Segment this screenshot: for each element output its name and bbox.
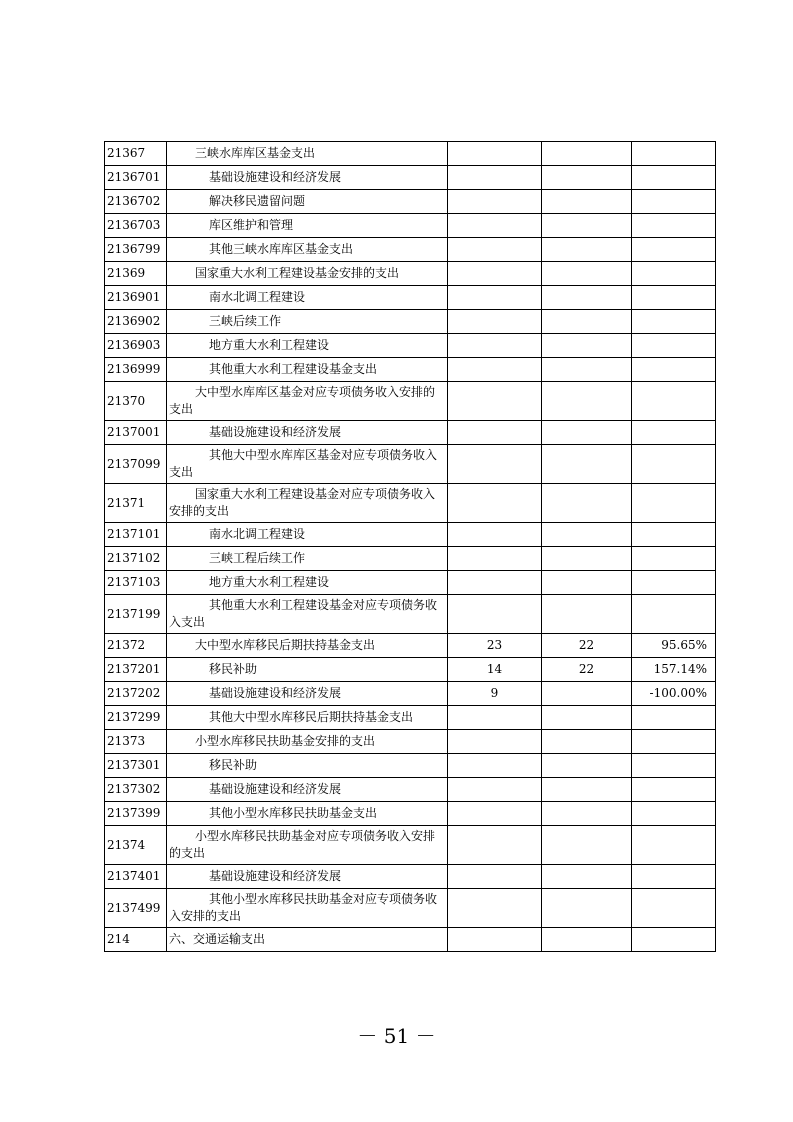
row-percent-cell bbox=[632, 421, 716, 445]
row-name-cell: 其他小型水库移民扶助基金支出 bbox=[167, 802, 448, 826]
table-body bbox=[105, 142, 716, 952]
row-name-cell: 移民补助 bbox=[167, 658, 448, 682]
row-code-cell: 2137201 bbox=[105, 658, 167, 682]
row-value-b-cell bbox=[542, 445, 632, 484]
row-value-b-cell bbox=[542, 682, 632, 706]
row-code-cell: 2136999 bbox=[105, 358, 167, 382]
row-percent-cell: 157.14% bbox=[632, 658, 716, 682]
row-value-a-cell bbox=[448, 865, 542, 889]
row-name-cell: 南水北调工程建设 bbox=[167, 286, 448, 310]
row-value-a-cell bbox=[448, 262, 542, 286]
table-row bbox=[105, 523, 716, 547]
row-percent-cell bbox=[632, 865, 716, 889]
row-percent-cell bbox=[632, 334, 716, 358]
row-name-cell: 国家重大水利工程建设基金安排的支出 bbox=[167, 262, 448, 286]
row-percent-cell bbox=[632, 484, 716, 523]
row-value-b-cell bbox=[542, 523, 632, 547]
row-value-a-cell bbox=[448, 214, 542, 238]
row-code-cell: 2136903 bbox=[105, 334, 167, 358]
table-row bbox=[105, 286, 716, 310]
row-value-b-cell bbox=[542, 142, 632, 166]
row-value-a-cell bbox=[448, 382, 542, 421]
row-name-cell: 基础设施建设和经济发展 bbox=[167, 682, 448, 706]
table-row bbox=[105, 658, 716, 682]
row-code-cell: 21367 bbox=[105, 142, 167, 166]
row-value-a-cell bbox=[448, 421, 542, 445]
row-code-cell: 21374 bbox=[105, 826, 167, 865]
row-value-a-cell bbox=[448, 706, 542, 730]
table-row bbox=[105, 634, 716, 658]
row-code-cell: 21369 bbox=[105, 262, 167, 286]
row-code-cell: 2137103 bbox=[105, 571, 167, 595]
row-percent-cell bbox=[632, 523, 716, 547]
row-percent-cell bbox=[632, 214, 716, 238]
row-value-a-cell bbox=[448, 190, 542, 214]
row-value-a-cell bbox=[448, 889, 542, 928]
row-code-cell: 2137101 bbox=[105, 523, 167, 547]
row-code-cell: 2136901 bbox=[105, 286, 167, 310]
table-row bbox=[105, 928, 716, 952]
table-row bbox=[105, 826, 716, 865]
table-row bbox=[105, 730, 716, 754]
row-value-b-cell bbox=[542, 166, 632, 190]
row-value-a-cell bbox=[448, 445, 542, 484]
row-code-cell: 21371 bbox=[105, 484, 167, 523]
row-value-b-cell bbox=[542, 382, 632, 421]
row-code-cell: 21370 bbox=[105, 382, 167, 421]
row-percent-cell: 95.65% bbox=[632, 634, 716, 658]
row-code-cell: 2137401 bbox=[105, 865, 167, 889]
row-code-cell: 2136701 bbox=[105, 166, 167, 190]
row-value-a-cell bbox=[448, 334, 542, 358]
row-percent-cell bbox=[632, 706, 716, 730]
row-code-cell: 214 bbox=[105, 928, 167, 952]
table-row bbox=[105, 595, 716, 634]
row-value-b-cell bbox=[542, 310, 632, 334]
row-percent-cell bbox=[632, 802, 716, 826]
row-value-a-cell bbox=[448, 754, 542, 778]
row-value-b-cell bbox=[542, 358, 632, 382]
table-row bbox=[105, 358, 716, 382]
row-percent-cell bbox=[632, 262, 716, 286]
row-value-b-cell bbox=[542, 865, 632, 889]
row-percent-cell bbox=[632, 382, 716, 421]
table-row bbox=[105, 889, 716, 928]
row-value-a-cell bbox=[448, 571, 542, 595]
row-value-a-cell bbox=[448, 238, 542, 262]
row-name-cell: 大中型水库移民后期扶持基金支出 bbox=[167, 634, 448, 658]
row-percent-cell: -100.00% bbox=[632, 682, 716, 706]
table-row bbox=[105, 382, 716, 421]
row-name-cell: 基础设施建设和经济发展 bbox=[167, 778, 448, 802]
row-code-cell: 2136702 bbox=[105, 190, 167, 214]
row-percent-cell bbox=[632, 166, 716, 190]
row-value-a-cell bbox=[448, 595, 542, 634]
row-name-cell: 三峡水库库区基金支出 bbox=[167, 142, 448, 166]
row-name-cell: 解决移民遗留问题 bbox=[167, 190, 448, 214]
table-row bbox=[105, 682, 716, 706]
row-value-b-cell bbox=[542, 730, 632, 754]
table-row bbox=[105, 166, 716, 190]
table-row bbox=[105, 547, 716, 571]
row-name-cell: 地方重大水利工程建设 bbox=[167, 571, 448, 595]
table-row bbox=[105, 310, 716, 334]
row-percent-cell bbox=[632, 754, 716, 778]
row-percent-cell bbox=[632, 547, 716, 571]
row-code-cell: 21373 bbox=[105, 730, 167, 754]
row-percent-cell bbox=[632, 778, 716, 802]
row-code-cell: 2137001 bbox=[105, 421, 167, 445]
row-value-b-cell bbox=[542, 262, 632, 286]
row-code-cell: 2137399 bbox=[105, 802, 167, 826]
table-row bbox=[105, 571, 716, 595]
table-row bbox=[105, 142, 716, 166]
row-percent-cell bbox=[632, 238, 716, 262]
row-code-cell: 2137299 bbox=[105, 706, 167, 730]
row-name-cell: 其他大中型水库移民后期扶持基金支出 bbox=[167, 706, 448, 730]
row-name-cell: 小型水库移民扶助基金对应专项债务收入安排的支出 bbox=[167, 826, 448, 865]
row-value-b-cell bbox=[542, 547, 632, 571]
row-value-b-cell: 22 bbox=[542, 658, 632, 682]
table-row bbox=[105, 484, 716, 523]
row-code-cell: 2137301 bbox=[105, 754, 167, 778]
row-name-cell: 地方重大水利工程建设 bbox=[167, 334, 448, 358]
row-code-cell: 2137099 bbox=[105, 445, 167, 484]
row-name-cell: 三峡工程后续工作 bbox=[167, 547, 448, 571]
row-value-b-cell bbox=[542, 484, 632, 523]
row-value-a-cell bbox=[448, 778, 542, 802]
row-value-a-cell bbox=[448, 286, 542, 310]
row-name-cell: 库区维护和管理 bbox=[167, 214, 448, 238]
row-percent-cell bbox=[632, 730, 716, 754]
row-name-cell: 南水北调工程建设 bbox=[167, 523, 448, 547]
row-value-b-cell bbox=[542, 571, 632, 595]
row-value-a-cell: 14 bbox=[448, 658, 542, 682]
row-code-cell: 2137302 bbox=[105, 778, 167, 802]
row-value-a-cell bbox=[448, 802, 542, 826]
row-code-cell: 2137102 bbox=[105, 547, 167, 571]
table-row bbox=[105, 421, 716, 445]
row-value-b-cell bbox=[542, 706, 632, 730]
table-row bbox=[105, 865, 716, 889]
page-number: － 51 － bbox=[357, 1024, 436, 1048]
row-name-cell: 大中型水库库区基金对应专项债务收入安排的支出 bbox=[167, 382, 448, 421]
row-percent-cell bbox=[632, 190, 716, 214]
row-percent-cell bbox=[632, 286, 716, 310]
row-name-cell: 其他小型水库移民扶助基金对应专项债务收入安排的支出 bbox=[167, 889, 448, 928]
row-code-cell: 2137499 bbox=[105, 889, 167, 928]
row-name-cell: 其他三峡水库库区基金支出 bbox=[167, 238, 448, 262]
row-value-a-cell bbox=[448, 166, 542, 190]
row-value-b-cell bbox=[542, 190, 632, 214]
row-name-cell: 基础设施建设和经济发展 bbox=[167, 421, 448, 445]
row-value-a-cell: 23 bbox=[448, 634, 542, 658]
table-row bbox=[105, 334, 716, 358]
row-value-b-cell bbox=[542, 802, 632, 826]
expenditure-table bbox=[104, 141, 716, 952]
row-name-cell: 三峡后续工作 bbox=[167, 310, 448, 334]
row-percent-cell bbox=[632, 358, 716, 382]
row-code-cell: 2137202 bbox=[105, 682, 167, 706]
row-name-cell: 其他重大水利工程建设基金对应专项债务收入支出 bbox=[167, 595, 448, 634]
row-value-b-cell bbox=[542, 754, 632, 778]
row-percent-cell bbox=[632, 142, 716, 166]
row-name-cell: 小型水库移民扶助基金安排的支出 bbox=[167, 730, 448, 754]
row-name-cell: 六、交通运输支出 bbox=[167, 928, 448, 952]
row-name-cell: 其他大中型水库库区基金对应专项债务收入支出 bbox=[167, 445, 448, 484]
table-row bbox=[105, 778, 716, 802]
row-value-a-cell bbox=[448, 484, 542, 523]
row-value-b-cell bbox=[542, 889, 632, 928]
row-code-cell: 2136902 bbox=[105, 310, 167, 334]
row-code-cell: 2136703 bbox=[105, 214, 167, 238]
row-value-a-cell bbox=[448, 826, 542, 865]
row-name-cell: 基础设施建设和经济发展 bbox=[167, 865, 448, 889]
row-value-b-cell: 22 bbox=[542, 634, 632, 658]
row-value-b-cell bbox=[542, 214, 632, 238]
row-value-a-cell bbox=[448, 730, 542, 754]
row-name-cell: 移民补助 bbox=[167, 754, 448, 778]
row-value-b-cell bbox=[542, 238, 632, 262]
row-value-a-cell bbox=[448, 928, 542, 952]
row-value-b-cell bbox=[542, 928, 632, 952]
table-row bbox=[105, 802, 716, 826]
row-name-cell: 国家重大水利工程建设基金对应专项债务收入安排的支出 bbox=[167, 484, 448, 523]
row-value-a-cell bbox=[448, 142, 542, 166]
row-value-b-cell bbox=[542, 778, 632, 802]
table-row bbox=[105, 262, 716, 286]
table-row bbox=[105, 706, 716, 730]
table-row bbox=[105, 214, 716, 238]
row-value-b-cell bbox=[542, 334, 632, 358]
table-row bbox=[105, 190, 716, 214]
row-code-cell: 2136799 bbox=[105, 238, 167, 262]
row-value-a-cell bbox=[448, 310, 542, 334]
table-row bbox=[105, 238, 716, 262]
table-row bbox=[105, 754, 716, 778]
row-value-b-cell bbox=[542, 421, 632, 445]
row-percent-cell bbox=[632, 571, 716, 595]
row-name-cell: 其他重大水利工程建设基金支出 bbox=[167, 358, 448, 382]
row-percent-cell bbox=[632, 310, 716, 334]
table-row bbox=[105, 445, 716, 484]
row-value-a-cell bbox=[448, 358, 542, 382]
row-value-b-cell bbox=[542, 595, 632, 634]
row-value-a-cell bbox=[448, 547, 542, 571]
row-value-a-cell: 9 bbox=[448, 682, 542, 706]
row-value-a-cell bbox=[448, 523, 542, 547]
row-percent-cell bbox=[632, 889, 716, 928]
row-percent-cell bbox=[632, 445, 716, 484]
row-value-b-cell bbox=[542, 286, 632, 310]
row-percent-cell bbox=[632, 595, 716, 634]
row-percent-cell bbox=[632, 826, 716, 865]
row-name-cell: 基础设施建设和经济发展 bbox=[167, 166, 448, 190]
row-percent-cell bbox=[632, 928, 716, 952]
row-code-cell: 2137199 bbox=[105, 595, 167, 634]
row-code-cell: 21372 bbox=[105, 634, 167, 658]
row-value-b-cell bbox=[542, 826, 632, 865]
